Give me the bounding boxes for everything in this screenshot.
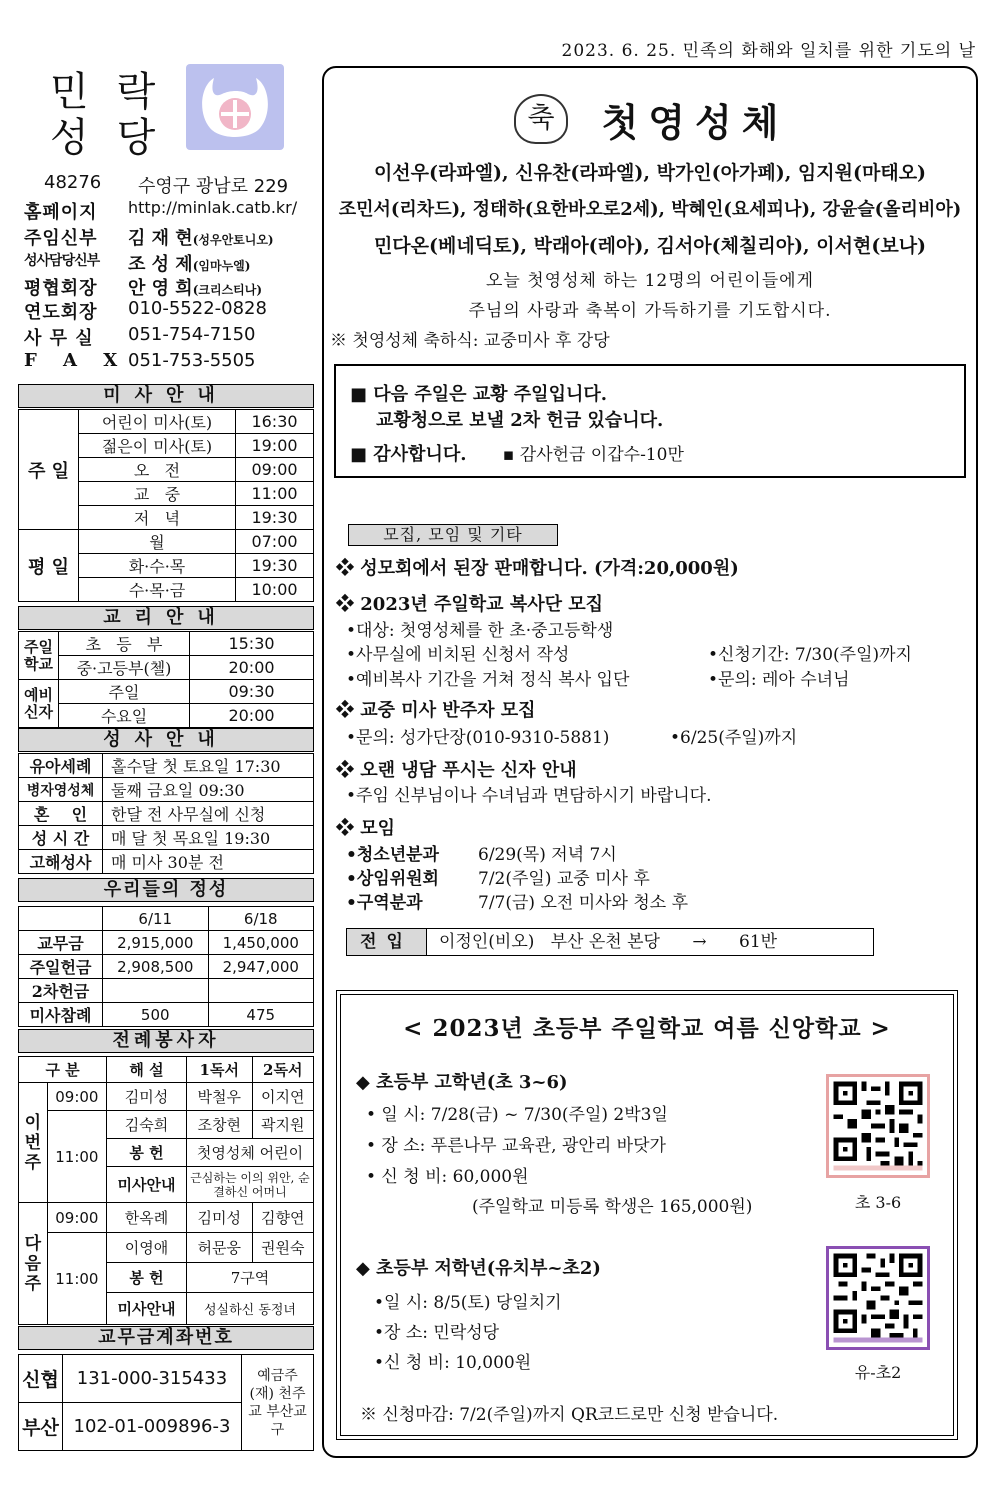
bank-account: 102-01-009896-3 xyxy=(63,1403,242,1451)
youth-row xyxy=(24,298,314,324)
mass-time: 19:30 xyxy=(236,554,314,578)
meeting-detail: 7/7(금) 오전 미사와 청소 후 xyxy=(478,893,689,913)
summer-camp-title: < 2023년 초등부 주일학교 여름 신앙학교 > xyxy=(403,1015,891,1042)
first-communion-title: 첫영성체 xyxy=(601,100,789,145)
fax-label: F A X xyxy=(24,350,128,371)
bank-name: 부산 xyxy=(19,1403,63,1451)
first-communion-names: 조민서(리차드), 정태하(요한바오로2세), 박혜인(요세피나), 강윤슬(올리비아) xyxy=(338,199,962,220)
transfer-value: 이정인(비오) 부산 온천 본당 → 61반 xyxy=(439,932,778,952)
commentator: 김숙희 xyxy=(107,1111,187,1139)
celebration-badge-icon: 축 xyxy=(514,94,568,144)
mass-name: 화·수·목 xyxy=(79,554,236,578)
weekday-label: 평 일 xyxy=(19,530,79,602)
offering-label: 교무금 xyxy=(19,931,103,955)
assistant-baptismal: (임마누엘) xyxy=(192,259,251,273)
usher-label: 미사안내 xyxy=(107,1293,187,1325)
office-label: 사 무 실 xyxy=(24,328,94,349)
offering-value xyxy=(208,979,314,1003)
ministers-section-title: 전례봉사자 xyxy=(18,1029,314,1053)
offering-label: 미사참례 xyxy=(19,1003,103,1027)
minister-time: 09:00 xyxy=(47,1203,106,1233)
lower-grade-qr-code-icon[interactable] xyxy=(826,1246,930,1350)
minister-header: 구 분 xyxy=(19,1057,107,1083)
recruit-detail: •6/25(주일)까지 xyxy=(670,728,798,748)
homepage-row xyxy=(24,198,314,224)
upper-grade-title: ◆ 초등부 고학년(초 3~6) xyxy=(356,1072,568,1093)
mass-time: 19:00 xyxy=(236,434,314,458)
bank-section-title: 교무금계좌번호 xyxy=(18,1326,314,1350)
offering-label: 2차헌금 xyxy=(19,979,103,1003)
pastor-baptismal: (성우안토니오) xyxy=(192,233,274,247)
bank-table xyxy=(18,1354,314,1451)
square-bullet-icon: ■ xyxy=(350,384,374,405)
catechism-class: 초 등 부 xyxy=(59,632,190,656)
upper-grade-date: • 일 시: 7/28(금) ~ 7/30(주일) 2박3일 xyxy=(366,1105,668,1125)
mass-name: 어린이 미사(토) xyxy=(79,410,236,434)
youth-phone: 010-5522-0828 xyxy=(128,298,267,319)
offertory-label: 봉 헌 xyxy=(107,1263,187,1293)
mass-time: 16:30 xyxy=(236,410,314,434)
recruit-detail: •주임 신부님이나 수녀님과 면담하시기 바랍니다. xyxy=(346,786,712,806)
bank-name: 신협 xyxy=(19,1355,63,1403)
reader2: 김향연 xyxy=(252,1203,313,1233)
catechism-time: 09:30 xyxy=(190,680,314,704)
upper-grade-place: • 장 소: 푸른나무 교육관, 광안리 바닷가 xyxy=(366,1136,666,1156)
recruit-item: ❖ 2023년 주일학교 복사단 모집 xyxy=(336,594,604,615)
office-row xyxy=(24,324,314,350)
minister-header: 1독서 xyxy=(186,1057,252,1083)
catechism-time: 20:00 xyxy=(190,704,314,728)
parish-logo-icon xyxy=(186,64,284,150)
recruit-item: ❖ 성모회에서 된장 판매합니다. (가격:20,000원) xyxy=(336,558,739,579)
reader1: 허문웅 xyxy=(186,1233,252,1263)
mass-name: 월 xyxy=(79,530,236,554)
catechumen-label: 예비 신자 xyxy=(19,680,59,728)
pastor-name: 김 재 현 xyxy=(128,228,193,249)
recruit-detail: •신청기간: 7/30(주일)까지 xyxy=(708,645,912,665)
assistant-name: 조 성 제 xyxy=(128,254,193,275)
mass-section-title: 미사안내 xyxy=(18,384,314,408)
mass-name: 젊은이 미사(토) xyxy=(79,434,236,458)
pastor-row xyxy=(24,224,314,250)
office-phone: 051-754-7150 xyxy=(128,324,256,345)
minister-time: 11:00 xyxy=(47,1111,106,1203)
upper-grade-qr-caption: 초 3-6 xyxy=(854,1193,902,1212)
sacrament-value: 홀수달 첫 토요일 17:30 xyxy=(103,754,314,778)
recruit-item: ❖ 모임 xyxy=(336,818,396,839)
bulletin-date: 2023. 6. 25. 민족의 화해와 일치를 위한 기도의 날 xyxy=(561,41,976,61)
mass-time: 10:00 xyxy=(236,578,314,602)
reader1: 김미성 xyxy=(186,1203,252,1233)
recruit-detail: •문의: 레아 수녀님 xyxy=(708,670,850,690)
thanks-detail: ▪ 감사헌금 이갑수-10만 xyxy=(502,445,684,465)
reader1: 박철우 xyxy=(186,1083,252,1111)
commentator: 이영애 xyxy=(107,1233,187,1263)
assistant-row xyxy=(24,250,314,276)
homepage-label: 홈페이지 xyxy=(24,202,98,223)
council-row xyxy=(24,274,314,300)
square-bullet-icon: ■ xyxy=(350,444,374,465)
mass-time: 09:00 xyxy=(236,458,314,482)
next-week-label: 다음주 xyxy=(19,1203,48,1325)
transfer-row xyxy=(346,928,874,956)
transfer-label: 전입 xyxy=(347,929,427,955)
meeting-name: •청소년분과 xyxy=(346,845,439,865)
sacrament-label: 유아세례 xyxy=(19,754,103,778)
offering-value: 2,908,500 xyxy=(103,955,209,979)
sacrament-value: 둘째 금요일 09:30 xyxy=(103,778,314,802)
sacraments-table xyxy=(18,753,314,874)
homepage-link[interactable]: http://minlak.catb.kr/ xyxy=(128,198,298,217)
lower-grade-date: •일 시: 8/5(토) 당일치기 xyxy=(374,1293,562,1313)
minister-time: 09:00 xyxy=(47,1083,106,1111)
recruit-item: ❖ 교중 미사 반주자 모집 xyxy=(336,700,536,721)
ministers-table xyxy=(18,1056,314,1325)
offerings-section-title: 우리들의 정성 xyxy=(18,878,314,902)
offertory-value: 첫영성체 어린이 xyxy=(186,1139,313,1167)
notice-text: 감사합니다. xyxy=(373,444,467,465)
lower-grade-qr-caption: 유-초2 xyxy=(854,1363,902,1382)
first-communion-message: 주님의 사랑과 축복이 가득하기를 기도합시다. xyxy=(468,301,832,321)
minister-header: 2독서 xyxy=(252,1057,313,1083)
offering-value xyxy=(103,979,209,1003)
offering-value: 2,947,000 xyxy=(208,955,314,979)
upper-grade-fee-note: (주일학교 미등록 학생은 165,000원) xyxy=(472,1197,753,1217)
commentator: 김미성 xyxy=(107,1083,187,1111)
sacraments-section-title: 성사안내 xyxy=(18,728,314,752)
mass-table xyxy=(18,409,314,602)
assistant-label: 성사담당신부 xyxy=(24,253,100,269)
lower-grade-place: •장 소: 민락성당 xyxy=(374,1323,500,1343)
minister-time: 11:00 xyxy=(47,1233,106,1325)
parish-name-line1: 민락 xyxy=(50,69,184,115)
catechism-class: 중·고등부(첼) xyxy=(59,656,190,680)
address: 수영구 광남로 229 xyxy=(138,176,289,197)
first-communion-names: 이선우(라파엘), 신유찬(라파엘), 박가인(아가페), 임지원(마태오) xyxy=(373,162,927,184)
bank-account: 131-000-315433 xyxy=(63,1355,242,1403)
first-communion-names: 민다온(베네딕토), 박래아(레아), 김서아(체칠리아), 이서현(보나) xyxy=(373,235,927,257)
commentator: 한옥례 xyxy=(107,1203,187,1233)
recruit-section-tab: 모집, 모임 및 기타 xyxy=(348,524,558,546)
reader1: 조창현 xyxy=(186,1111,252,1139)
offering-label: 주일헌금 xyxy=(19,955,103,979)
mass-name: 오 전 xyxy=(79,458,236,482)
mass-name: 수·목·금 xyxy=(79,578,236,602)
first-communion-note: ※ 첫영성체 축하식: 교중미사 후 강당 xyxy=(330,331,610,351)
mass-time: 07:00 xyxy=(236,530,314,554)
reader2: 권원숙 xyxy=(252,1233,313,1263)
recruit-item: ❖ 오랜 냉담 푸시는 신자 안내 xyxy=(336,760,577,781)
recruit-detail: •사무실에 비치된 신청서 작성 xyxy=(346,645,570,665)
catechism-section-title: 교리안내 xyxy=(18,606,314,630)
fax-row xyxy=(24,350,314,371)
lower-grade-title: ◆ 초등부 저학년(유치부~초2) xyxy=(356,1258,601,1279)
mass-name: 저 녁 xyxy=(79,506,236,530)
meeting-name: •상임위원회 xyxy=(346,869,439,889)
catechism-class: 주일 xyxy=(59,680,190,704)
youth-label: 연도회장 xyxy=(24,302,98,323)
account-holder: 예금주 (재) 천주교 부산교구 xyxy=(242,1355,314,1451)
upper-grade-fee: • 신 청 비: 60,000원 xyxy=(366,1167,529,1187)
meeting-name: •구역분과 xyxy=(346,893,423,913)
postal-code: 48276 xyxy=(44,172,102,193)
sacrament-label: 혼 인 xyxy=(19,802,103,826)
council-name: 안 영 희 xyxy=(128,278,193,299)
sacrament-label: 성 시 간 xyxy=(19,826,103,850)
notice-text: 다음 주일은 교황 주일입니다. xyxy=(373,384,608,405)
sacrament-value: 한달 전 사무실에 신청 xyxy=(103,802,314,826)
minister-header: 해 설 xyxy=(107,1057,187,1083)
offering-value: 500 xyxy=(103,1003,209,1027)
sacrament-value: 매 미사 30분 전 xyxy=(103,850,314,874)
offering-value: 475 xyxy=(208,1003,314,1027)
second-collection-notice: 교황청으로 보낼 2차 헌금 있습니다. xyxy=(376,410,664,431)
offertory-value: 7구역 xyxy=(186,1263,313,1293)
recruit-detail: •대상: 첫영성체를 한 초·중고등학생 xyxy=(346,621,614,641)
council-label: 평협회장 xyxy=(24,278,98,299)
sacrament-label: 고해성사 xyxy=(19,850,103,874)
offertory-label: 봉 헌 xyxy=(107,1139,187,1167)
mass-time: 11:00 xyxy=(236,482,314,506)
reader2: 이지연 xyxy=(252,1083,313,1111)
council-baptismal: (크리스티나) xyxy=(192,283,263,297)
offering-value: 1,450,000 xyxy=(208,931,314,955)
pastor-label: 주임신부 xyxy=(24,228,98,249)
thanks-notice xyxy=(350,440,684,466)
mass-name: 교 중 xyxy=(79,482,236,506)
offering-date: 6/11 xyxy=(103,907,209,931)
upper-grade-qr-code-icon[interactable] xyxy=(826,1074,930,1178)
recruit-detail: •예비복사 기간을 거쳐 정식 복사 입단 xyxy=(346,670,630,690)
pope-sunday-notice xyxy=(350,380,607,406)
this-week-label: 이번주 xyxy=(19,1083,48,1203)
sunday-label: 주 일 xyxy=(19,410,79,530)
catechism-table xyxy=(18,631,314,728)
catechism-class: 수요일 xyxy=(59,704,190,728)
parish-name-line2: 성당 xyxy=(50,115,184,161)
offering-date: 6/18 xyxy=(208,907,314,931)
fax-number: 051-753-5505 xyxy=(128,350,256,371)
address-row xyxy=(24,172,314,198)
catechism-time: 15:30 xyxy=(190,632,314,656)
camp-deadline: ※ 신청마감: 7/2(주일)까지 QR코드로만 신청 받습니다. xyxy=(360,1405,779,1425)
usher-value: 성실하신 동정녀 xyxy=(186,1293,313,1325)
usher-value: 근심하는 이의 위안, 순결하신 어머니 xyxy=(186,1167,313,1203)
sunday-school-label: 주일 학교 xyxy=(19,632,59,680)
meeting-detail: 6/29(목) 저녁 7시 xyxy=(478,845,617,865)
lower-grade-fee: •신 청 비: 10,000원 xyxy=(374,1353,532,1373)
reader2: 곽지원 xyxy=(252,1111,313,1139)
offering-value: 2,915,000 xyxy=(103,931,209,955)
usher-label: 미사안내 xyxy=(107,1167,187,1203)
catechism-time: 20:00 xyxy=(190,656,314,680)
meeting-detail: 7/2(주일) 교중 미사 후 xyxy=(478,869,650,889)
offerings-table xyxy=(18,906,314,1027)
mass-time: 19:30 xyxy=(236,506,314,530)
sacrament-value: 매 달 첫 목요일 19:30 xyxy=(103,826,314,850)
sacrament-label: 병자영성체 xyxy=(19,778,103,802)
first-communion-message: 오늘 첫영성체 하는 12명의 어린이들에게 xyxy=(486,271,814,291)
recruit-detail: •문의: 성가단장(010-9310-5881) xyxy=(346,728,610,748)
